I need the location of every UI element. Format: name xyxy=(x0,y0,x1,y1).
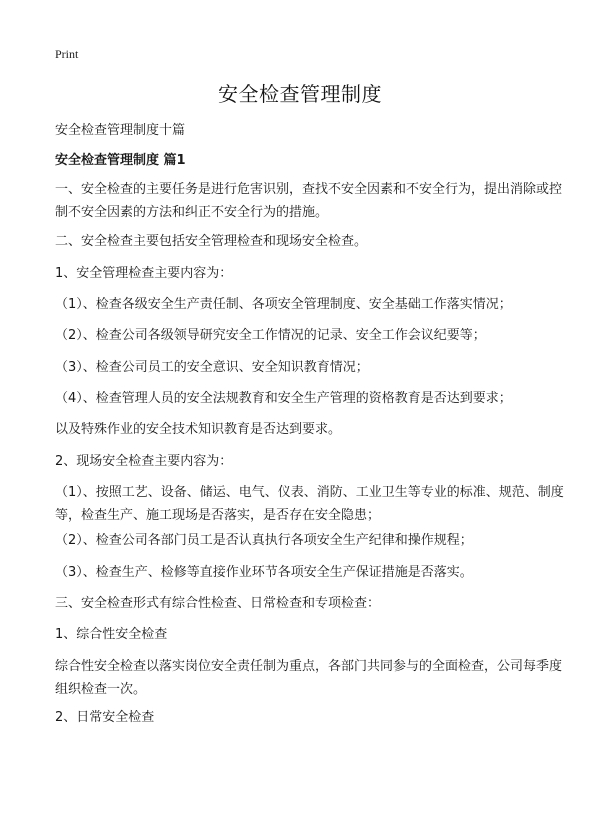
paragraph: 2、现场安全检查主要内容为： xyxy=(55,454,233,469)
paragraph: 三、安全检查形式有综合性检查、日常检查和专项检查： xyxy=(55,596,381,611)
paragraph: 二、安全检查主要包括安全管理检查和现场安全检查。 xyxy=(55,234,368,249)
paragraph: （3）、检查生产、检修等直接作业环节各项安全生产保证措施是否落实。 xyxy=(55,565,473,580)
paragraph: （1）、按照工艺、设备、储运、电气、仪表、消防、工业卫生等专业的标准、规范、制度等，检查生产、施工现场是否落实，是否存在安全隐患； xyxy=(55,485,564,523)
paragraph: 综合性安全检查以落实岗位安全责任制为重点，各部门共同参与的全面检查，公司每季度组织检查一次。 xyxy=(55,659,563,697)
paragraph: （4）、检查管理人员的安全法规教育和安全生产管理的资格教育是否达到要求； xyxy=(55,391,512,406)
paragraph: （1）、检查各级安全生产责任制、各项安全管理制度、安全基础工作落实情况； xyxy=(55,297,512,312)
paragraph: （3）、检查公司员工的安全意识、安全知识教育情况； xyxy=(55,360,369,375)
print-label: Print xyxy=(55,47,79,61)
paragraph: （2）、检查公司各部门员工是否认真执行各项安全生产纪律和操作规程； xyxy=(55,533,473,548)
document-subtitle: 安全检查管理制度十篇 xyxy=(55,123,186,138)
paragraph: 1、综合性安全检查 xyxy=(55,627,168,642)
paragraph: 2、日常安全检查 xyxy=(55,710,155,725)
paragraph: 以及特殊作业的安全技术知识教育是否达到要求。 xyxy=(55,422,342,437)
paragraph: 1、安全管理检查主要内容为： xyxy=(55,266,233,281)
section-heading: 安全检查管理制度 篇1 xyxy=(55,153,186,168)
paragraph: （2）、检查公司各级领导研究安全工作情况的记录、安全工作会议纪要等； xyxy=(55,328,486,343)
paragraph: 一、安全检查的主要任务是进行危害识别，查找不安全因素和不安全行为，提出消除或控制不安全因素的方法和纠正不安全行为的措施。 xyxy=(55,182,563,220)
document-title: 安全检查管理制度 xyxy=(218,82,382,106)
